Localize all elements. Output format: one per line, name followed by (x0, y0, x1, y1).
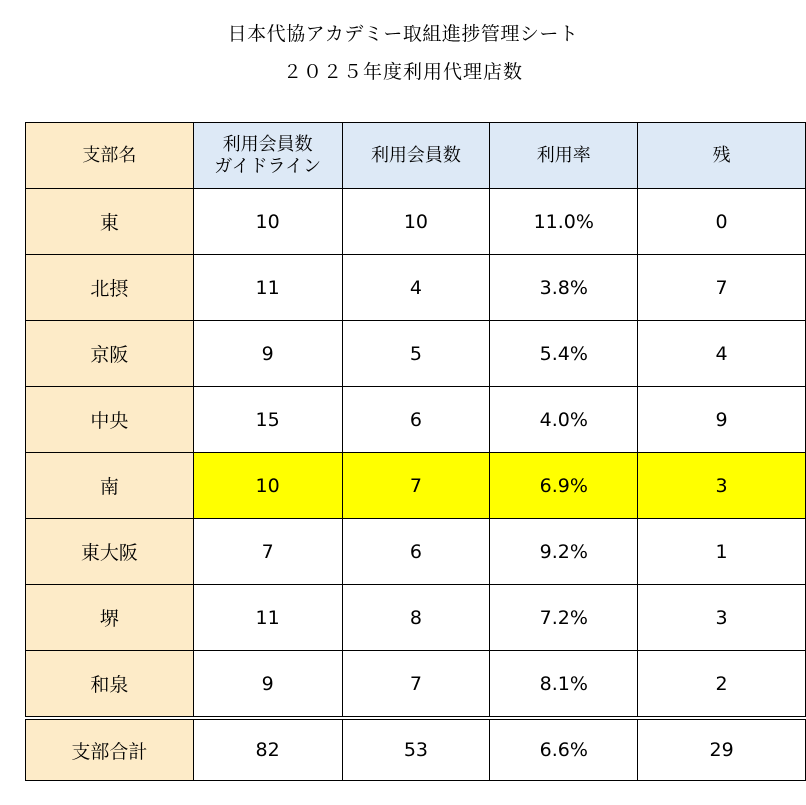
sheet-subtitle: ２０２５年度利用代理店数 (282, 61, 523, 83)
rate-cell: 3.8% (490, 255, 638, 321)
table-row (26, 255, 806, 321)
members-cell: 6 (342, 387, 490, 453)
rate-cell: 9.2% (490, 519, 638, 585)
members-cell: 5 (342, 321, 490, 387)
header-remaining: 残 (638, 123, 806, 189)
branch-cell: 北摂 (26, 255, 194, 321)
branch-cell: 堺 (26, 585, 194, 651)
branch-cell: 中央 (26, 387, 194, 453)
members-cell: 7 (342, 651, 490, 719)
members-cell: 6 (342, 519, 490, 585)
table-header-row (26, 123, 806, 189)
guideline-cell: 9 (193, 651, 342, 719)
remaining-cell: 9 (638, 387, 806, 453)
branch-cell: 和泉 (26, 651, 194, 719)
branch-cell: 東 (26, 189, 194, 255)
total-guideline-cell: 82 (193, 718, 342, 781)
members-cell: 10 (342, 189, 490, 255)
remaining-cell: 3 (638, 453, 806, 519)
progress-table (25, 122, 806, 781)
guideline-cell: 11 (193, 585, 342, 651)
header-member-guideline (193, 123, 342, 189)
rate-cell: 11.0% (490, 189, 638, 255)
table-row (26, 387, 806, 453)
table-row (26, 321, 806, 387)
rate-cell: 4.0% (490, 387, 638, 453)
guideline-cell: 10 (193, 189, 342, 255)
remaining-cell: 3 (638, 585, 806, 651)
table-row-highlighted (26, 453, 806, 519)
guideline-cell: 10 (193, 453, 342, 519)
remaining-cell: 0 (638, 189, 806, 255)
total-label-cell: 支部合計 (26, 718, 194, 781)
header-member-count: 利用会員数 (342, 123, 490, 189)
header-usage-rate: 利用率 (490, 123, 638, 189)
table-row (26, 651, 806, 719)
members-cell: 7 (342, 453, 490, 519)
table-row (26, 519, 806, 585)
remaining-cell: 2 (638, 651, 806, 719)
branch-cell: 東大阪 (26, 519, 194, 585)
header-branch-name: 支部名 (26, 123, 194, 189)
remaining-cell: 4 (638, 321, 806, 387)
rate-cell: 5.4% (490, 321, 638, 387)
rate-cell: 7.2% (490, 585, 638, 651)
remaining-cell: 7 (638, 255, 806, 321)
sheet-title: 日本代協アカデミー取組進捗管理シート (227, 23, 579, 45)
header-guideline-line1: 利用会員数 (222, 133, 313, 155)
rate-cell: 8.1% (490, 651, 638, 719)
remaining-cell: 1 (638, 519, 806, 585)
table-row (26, 189, 806, 255)
table-total-row (26, 718, 806, 781)
total-remaining-cell: 29 (638, 718, 806, 781)
header-guideline-line2: ガイドライン (214, 155, 322, 177)
members-cell: 8 (342, 585, 490, 651)
total-rate-cell: 6.6% (490, 718, 638, 781)
branch-cell: 南 (26, 453, 194, 519)
guideline-cell: 11 (193, 255, 342, 321)
guideline-cell: 15 (193, 387, 342, 453)
rate-cell: 6.9% (490, 453, 638, 519)
guideline-cell: 7 (193, 519, 342, 585)
branch-cell: 京阪 (26, 321, 194, 387)
members-cell: 4 (342, 255, 490, 321)
table-row (26, 585, 806, 651)
guideline-cell: 9 (193, 321, 342, 387)
total-members-cell: 53 (342, 718, 490, 781)
